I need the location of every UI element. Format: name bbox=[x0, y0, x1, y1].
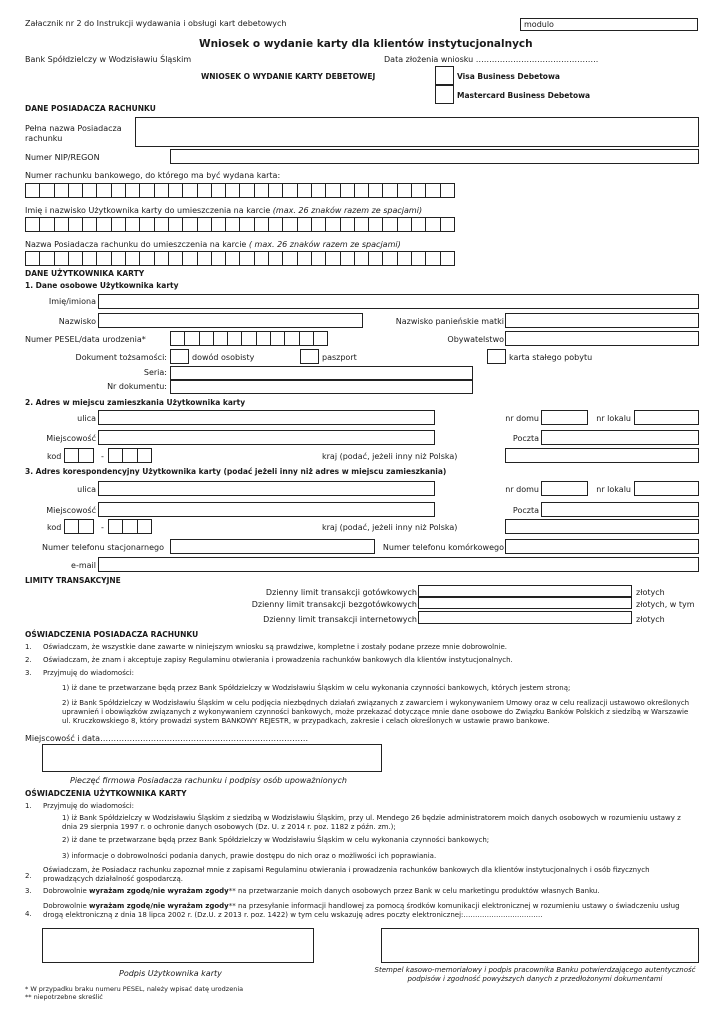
cashless-limit-label: Dzienny limit transakcji bezgotówkowych bbox=[251, 600, 417, 609]
corr-street-input[interactable] bbox=[98, 481, 435, 496]
card-user-name-char-cell[interactable] bbox=[139, 217, 154, 232]
user-statement-1b: 2) iż dane te przetwarzane będą przez Bank Spółdzielczy w Wodzisławiu Śląskim w celu wykonania czynności bankowych; bbox=[62, 836, 490, 844]
card-user-name-char-cell[interactable] bbox=[111, 217, 126, 232]
holder-name-char-cell[interactable] bbox=[96, 251, 111, 266]
module-label: modulo bbox=[524, 20, 554, 29]
pesel-digit-cell[interactable] bbox=[170, 331, 185, 346]
card-user-name-hint: (max. 26 znaków razem ze spacjami) bbox=[272, 206, 423, 215]
holder-name-char-cell[interactable] bbox=[25, 251, 40, 266]
company-stamp-box[interactable] bbox=[42, 744, 382, 772]
user-signature-caption: Podpis Użytkownika karty bbox=[119, 969, 222, 978]
holder-name-char-cell[interactable] bbox=[411, 251, 426, 266]
holder-statement-3-no: 3. bbox=[25, 669, 32, 677]
pesel-digit-cell[interactable] bbox=[299, 331, 314, 346]
submission-date[interactable]: Data złożenia wniosku ………………………………………. bbox=[384, 55, 599, 64]
internet-limit-label: Dzienny limit transakcji internetowych bbox=[263, 615, 417, 624]
pesel-digit-cell[interactable] bbox=[284, 331, 299, 346]
holder-name-char-cell[interactable] bbox=[254, 251, 269, 266]
pesel-digit-cell[interactable] bbox=[227, 331, 242, 346]
holder-statement-1-no: 1. bbox=[25, 643, 32, 651]
holder-statement-1: Oświadczam, że wszystkie dane zawarte w niniejszym wniosku są prawdziwe, kompletne i zostały podane przeze mnie dobrowolnie. bbox=[43, 643, 508, 651]
account-digit-cell[interactable] bbox=[440, 183, 455, 198]
user-statement-1: Przyjmuję do wiadomości: bbox=[43, 802, 135, 810]
holder-name-cells[interactable] bbox=[25, 251, 454, 266]
pesel-digit-cell[interactable] bbox=[270, 331, 285, 346]
holder-name-char-cell[interactable] bbox=[154, 251, 169, 266]
user-statement-2-no: 2. bbox=[25, 872, 32, 880]
card-user-name-char-cell[interactable] bbox=[25, 217, 40, 232]
user-statement-3-consent[interactable]: wyrażam zgodę/nie wyrażam zgody bbox=[89, 887, 229, 895]
card-user-name-char-cell[interactable] bbox=[297, 217, 312, 232]
card-user-name-text: Imię i nazwisko Użytkownika karty do umieszczenia na karcie bbox=[25, 206, 271, 215]
corr-post-office-label: Poczta bbox=[512, 506, 539, 515]
country-label: kraj (podać, jeżeli inny niż Polska) bbox=[322, 452, 458, 461]
corr-postal-code-digit-cell[interactable] bbox=[137, 519, 152, 534]
cashless-limit-input[interactable] bbox=[418, 597, 632, 609]
holder-name-char-cell[interactable] bbox=[182, 251, 197, 266]
place-date-field[interactable]: Miejscowość i data…………………………………………………………………… bbox=[25, 734, 309, 743]
series-label: Seria: bbox=[143, 368, 167, 377]
mobile-input[interactable] bbox=[505, 539, 699, 554]
card-user-name-char-cell[interactable] bbox=[68, 217, 83, 232]
card-user-name-char-cell[interactable] bbox=[54, 217, 69, 232]
card-user-name-char-cell[interactable] bbox=[125, 217, 140, 232]
account-digit-cell[interactable] bbox=[268, 183, 283, 198]
user-statement-3-post: ** na przetwarzanie moich danych osobowych przez Bank w celu marketingu produktów własnych Banku. bbox=[228, 887, 600, 895]
email-input[interactable] bbox=[98, 557, 699, 572]
section-account-holder: DANE POSIADACZA RACHUNKU bbox=[25, 104, 156, 113]
passport-checkbox[interactable] bbox=[300, 349, 319, 364]
holder-name-text: Nazwa Posiadacza rachunku do umieszczenia na karcie bbox=[25, 240, 247, 249]
correspondence-address-header: 3. Adres korespondencyjny Użytkownika karty (podać jeżeli inny niż adres w miejscu zamieszkania) bbox=[25, 467, 447, 476]
holder-name-char-cell[interactable] bbox=[54, 251, 69, 266]
flat-no-label: nr lokalu bbox=[596, 414, 631, 423]
holder-name-char-cell[interactable] bbox=[397, 251, 412, 266]
holder-name-char-cell[interactable] bbox=[440, 251, 455, 266]
id-card-checkbox[interactable] bbox=[170, 349, 189, 364]
user-statement-4 bbox=[43, 902, 698, 920]
landline-label: Numer telefonu stacjonarnego bbox=[42, 543, 165, 552]
postal-code-cells-2[interactable] bbox=[108, 448, 151, 463]
account-digit-cell[interactable] bbox=[182, 183, 197, 198]
account-digit-cell[interactable] bbox=[354, 183, 369, 198]
user-statement-4-pre: Dobrowolnie bbox=[43, 902, 89, 910]
card-user-name-char-cell[interactable] bbox=[282, 217, 297, 232]
card-user-name-char-cell[interactable] bbox=[411, 217, 426, 232]
user-statement-4-no: 4. bbox=[25, 910, 32, 918]
surname-input[interactable] bbox=[98, 313, 363, 328]
card-user-name-char-cell[interactable] bbox=[168, 217, 183, 232]
card-user-name-char-cell[interactable] bbox=[368, 217, 383, 232]
flat-no-input[interactable] bbox=[634, 410, 699, 425]
form-subtitle: WNIOSEK O WYDANIE KARTY DEBETOWEJ bbox=[201, 72, 376, 81]
user-statement-3 bbox=[43, 887, 600, 895]
holder-name-char-cell[interactable] bbox=[282, 251, 297, 266]
residence-card-checkbox[interactable] bbox=[487, 349, 506, 364]
pesel-label: Numer PESEL/data urodzenia* bbox=[25, 335, 146, 344]
account-digit-cell[interactable] bbox=[139, 183, 154, 198]
account-digit-cell[interactable] bbox=[54, 183, 69, 198]
card-user-name-label bbox=[25, 206, 422, 215]
cashless-limit-unit: złotych, w tym bbox=[636, 600, 695, 609]
corr-country-input[interactable] bbox=[505, 519, 699, 534]
footnote-strike: ** niepotrzebne skreślić bbox=[25, 993, 103, 1001]
account-digit-cell[interactable] bbox=[325, 183, 340, 198]
cash-limit-input[interactable] bbox=[418, 585, 632, 597]
house-no-input[interactable] bbox=[541, 410, 588, 425]
form-title: Wniosek o wydanie karty dla klientów instytucjonalnych bbox=[199, 38, 533, 50]
account-digit-cell[interactable] bbox=[68, 183, 83, 198]
holder-name-hint: ( max. 26 znaków razem ze spacjami) bbox=[248, 240, 401, 249]
holder-name-char-cell[interactable] bbox=[39, 251, 54, 266]
postal-code-digit-cell[interactable] bbox=[78, 448, 93, 463]
corr-postal-code-digit-cell[interactable] bbox=[108, 519, 123, 534]
doc-number-label: Nr dokumentu: bbox=[107, 382, 167, 391]
holder-name-char-cell[interactable] bbox=[382, 251, 397, 266]
card-user-name-char-cell[interactable] bbox=[425, 217, 440, 232]
card-user-name-char-cell[interactable] bbox=[82, 217, 97, 232]
citizenship-label: Obywatelstwo bbox=[447, 335, 504, 344]
postal-code-digit-cell[interactable] bbox=[108, 448, 123, 463]
user-statement-1-no: 1. bbox=[25, 802, 32, 810]
corr-postal-code-digit-cell[interactable] bbox=[78, 519, 93, 534]
pesel-digit-cell[interactable] bbox=[241, 331, 256, 346]
card-user-name-char-cell[interactable] bbox=[39, 217, 54, 232]
nip-input[interactable] bbox=[170, 149, 699, 164]
user-statement-1a: 1) iż Bank Spółdzielczy w Wodzisławiu Śląskim z siedzibą w Wodzisławiu Śląskim, przy ul. Mendego 26 będzie administratorem moich danych osobowych w rozumieniu ustawy z dnia 29 sierpnia 1997 r. o ochronie danych osobowych (Dz. U. z 2014 r. poz. 1182 z późn. zm.); bbox=[62, 814, 681, 831]
account-digit-cell[interactable] bbox=[254, 183, 269, 198]
pesel-digit-cell[interactable] bbox=[313, 331, 328, 346]
corr-house-no-label: nr domu bbox=[505, 485, 539, 494]
corr-street-label: ulica bbox=[77, 485, 96, 494]
holder-statement-3a: 1) iż dane te przetwarzane będą przez Bank Spółdzielczy w Wodzisławiu Śląskim w celu wykonania czynności bankowych, których jestem stroną; bbox=[62, 684, 571, 692]
holder-name-char-cell[interactable] bbox=[368, 251, 383, 266]
series-input[interactable] bbox=[170, 366, 473, 380]
nip-label: Numer NIP/REGON bbox=[25, 153, 100, 162]
holder-name-char-cell[interactable] bbox=[225, 251, 240, 266]
account-digit-cell[interactable] bbox=[382, 183, 397, 198]
pesel-digit-cell[interactable] bbox=[256, 331, 271, 346]
corr-postal-code-cells[interactable] bbox=[64, 519, 93, 534]
id-card-label: dowód osobisty bbox=[192, 353, 255, 362]
account-number-label: Numer rachunku bankowego, do którego ma być wydana karta: bbox=[25, 171, 281, 180]
holder-name-char-cell[interactable] bbox=[111, 251, 126, 266]
holder-name-char-cell[interactable] bbox=[197, 251, 212, 266]
holder-name-char-cell[interactable] bbox=[325, 251, 340, 266]
card-user-name-char-cell[interactable] bbox=[397, 217, 412, 232]
account-digit-cell[interactable] bbox=[211, 183, 226, 198]
post-office-label: Poczta bbox=[512, 434, 539, 443]
corr-house-no-input[interactable] bbox=[541, 481, 588, 496]
corr-country-label: kraj (podać, jeżeli inny niż Polska) bbox=[322, 523, 458, 532]
card-user-name-char-cell[interactable] bbox=[340, 217, 355, 232]
account-digit-cell[interactable] bbox=[25, 183, 40, 198]
mobile-label: Numer telefonu komórkowego bbox=[382, 543, 504, 552]
account-digit-cell[interactable] bbox=[239, 183, 254, 198]
section-card-user: DANE UŻYTKOWNIKA KARTY bbox=[25, 269, 145, 278]
holder-name-char-cell[interactable] bbox=[425, 251, 440, 266]
account-digit-cell[interactable] bbox=[197, 183, 212, 198]
citizenship-input[interactable] bbox=[505, 331, 699, 346]
corr-postal-code-label: kod bbox=[47, 523, 62, 532]
holder-statement-2-no: 2. bbox=[25, 656, 32, 664]
account-digit-cell[interactable] bbox=[168, 183, 183, 198]
corr-city-input[interactable] bbox=[98, 502, 435, 517]
account-digit-cell[interactable] bbox=[397, 183, 412, 198]
account-digit-cell[interactable] bbox=[96, 183, 111, 198]
account-digit-cell[interactable] bbox=[111, 183, 126, 198]
house-no-label: nr domu bbox=[505, 414, 539, 423]
account-digit-cell[interactable] bbox=[154, 183, 169, 198]
section-user-statements: OŚWIADCZENIA UŻYTKOWNIKA KARTY bbox=[25, 789, 187, 798]
holder-name-char-cell[interactable] bbox=[354, 251, 369, 266]
passport-label: paszport bbox=[322, 353, 357, 362]
holder-name-char-cell[interactable] bbox=[239, 251, 254, 266]
account-digit-cell[interactable] bbox=[340, 183, 355, 198]
card-user-name-char-cell[interactable] bbox=[254, 217, 269, 232]
card-user-name-char-cell[interactable] bbox=[239, 217, 254, 232]
postal-code-cells[interactable] bbox=[64, 448, 93, 463]
card-user-name-char-cell[interactable] bbox=[154, 217, 169, 232]
internet-limit-unit: złotych bbox=[636, 615, 665, 624]
postal-code-digit-cell[interactable] bbox=[122, 448, 137, 463]
country-input[interactable] bbox=[505, 448, 699, 463]
user-statement-3-pre: Dobrowolnie bbox=[43, 887, 89, 895]
bank-name: Bank Spółdzielczy w Wodzisławiu Śląskim bbox=[25, 55, 192, 64]
mastercard-label: Mastercard Business Debetowa bbox=[457, 91, 591, 100]
bank-stamp-caption: Stempel kasowo-memoriałowy i podpis pracownika Banku potwierdzającego autentyczność podpisów i zgodność powyższych danych z przedłożonymi dokumentami bbox=[374, 966, 696, 983]
holder-statement-2: Oświadczam, że znam i akceptuje zapisy Regulaminu otwierania i prowadzenia rachunków bankowych dla klientów instytucjonalnych. bbox=[43, 656, 513, 664]
user-signature-box[interactable] bbox=[42, 928, 314, 963]
postal-code-dash: - bbox=[101, 452, 104, 461]
holder-name-char-cell[interactable] bbox=[68, 251, 83, 266]
internet-limit-input[interactable] bbox=[418, 611, 632, 624]
attachment-note: Załacznik nr 2 do Instrukcji wydawania i obsługi kart debetowych bbox=[25, 19, 287, 28]
holder-name-label bbox=[25, 240, 401, 249]
residence-address-header: 2. Adres w miejscu zamieszkania Użytkownika karty bbox=[25, 398, 246, 407]
card-user-name-char-cell[interactable] bbox=[96, 217, 111, 232]
postal-code-digit-cell[interactable] bbox=[137, 448, 152, 463]
street-input[interactable] bbox=[98, 410, 435, 425]
card-user-name-cells[interactable] bbox=[25, 217, 454, 232]
section-holder-statements: OŚWIADCZENIA POSIADACZA RACHUNKU bbox=[25, 630, 199, 639]
user-statement-1c: 3) informacje o dobrowolności podania danych, prawie dostępu do nich oraz o możliwości ich poprawiania. bbox=[62, 852, 437, 860]
section-limits: LIMITY TRANSAKCYJNE bbox=[25, 576, 121, 585]
footnote-pesel: * W przypadku braku numeru PESEL, należy wpisać datę urodzenia bbox=[25, 985, 244, 993]
postal-code-digit-cell[interactable] bbox=[64, 448, 79, 463]
holder-name-char-cell[interactable] bbox=[311, 251, 326, 266]
card-user-name-char-cell[interactable] bbox=[354, 217, 369, 232]
card-user-name-char-cell[interactable] bbox=[268, 217, 283, 232]
maiden-name-input[interactable] bbox=[505, 313, 699, 328]
city-input[interactable] bbox=[98, 430, 435, 445]
account-digit-cell[interactable] bbox=[297, 183, 312, 198]
card-user-name-char-cell[interactable] bbox=[225, 217, 240, 232]
corr-postal-code-cells-2[interactable] bbox=[108, 519, 151, 534]
holder-name-char-cell[interactable] bbox=[168, 251, 183, 266]
corr-postal-code-digit-cell[interactable] bbox=[64, 519, 79, 534]
cash-limit-label: Dzienny limit transakcji gotówkowych bbox=[265, 588, 417, 597]
card-user-name-char-cell[interactable] bbox=[311, 217, 326, 232]
landline-input[interactable] bbox=[170, 539, 375, 554]
visa-checkbox[interactable] bbox=[435, 66, 454, 85]
account-digit-cell[interactable] bbox=[82, 183, 97, 198]
full-name-label: Pełna nazwa Posiadacza rachunku bbox=[25, 124, 122, 143]
account-digit-cell[interactable] bbox=[225, 183, 240, 198]
account-digit-cell[interactable] bbox=[411, 183, 426, 198]
account-digit-cell[interactable] bbox=[311, 183, 326, 198]
pesel-digit-cell[interactable] bbox=[184, 331, 199, 346]
card-user-name-char-cell[interactable] bbox=[211, 217, 226, 232]
maiden-name-label: Nazwisko panieńskie matki bbox=[395, 317, 504, 326]
surname-label: Nazwisko bbox=[58, 317, 96, 326]
card-user-name-char-cell[interactable] bbox=[197, 217, 212, 232]
user-statement-4-post: ** na przesyłanie informacji handlowej za pomocą środków komunikacji elektronicznej w rozumieniu ustawy o świadczeniu usług drogą elektroniczną z dnia 18 lipca 2002 r. (Dz.U. z 2013 r. poz. 1422) w tym celu wskazuję adres poczty elektronicznej:………………….………… bbox=[43, 902, 680, 919]
account-digit-cell[interactable] bbox=[39, 183, 54, 198]
doc-number-input[interactable] bbox=[170, 380, 473, 394]
corr-flat-no-input[interactable] bbox=[634, 481, 699, 496]
holder-name-char-cell[interactable] bbox=[139, 251, 154, 266]
personal-data-header: 1. Dane osobowe Użytkownika karty bbox=[25, 281, 179, 290]
visa-label: Visa Business Debetowa bbox=[457, 72, 560, 81]
account-number-cells[interactable] bbox=[25, 183, 454, 198]
card-user-name-char-cell[interactable] bbox=[440, 217, 455, 232]
post-office-input[interactable] bbox=[541, 430, 699, 445]
street-label: ulica bbox=[77, 414, 96, 423]
first-names-input[interactable] bbox=[98, 294, 699, 309]
residence-card-label: karta stałego pobytu bbox=[509, 353, 593, 362]
holder-statement-3: Przyjmuję do wiadomości: bbox=[43, 669, 135, 677]
first-names-label: Imię/imiona bbox=[48, 297, 96, 306]
card-user-name-char-cell[interactable] bbox=[182, 217, 197, 232]
card-user-name-char-cell[interactable] bbox=[382, 217, 397, 232]
holder-name-char-cell[interactable] bbox=[82, 251, 97, 266]
bank-stamp-box[interactable] bbox=[381, 928, 699, 963]
account-digit-cell[interactable] bbox=[282, 183, 297, 198]
account-digit-cell[interactable] bbox=[425, 183, 440, 198]
email-label: e-mail bbox=[71, 561, 96, 570]
full-name-input[interactable] bbox=[135, 117, 699, 147]
holder-statement-3b: 2) iż Bank Spółdzielczy w Wodzisławiu Śląskim w celu podjęcia niezbędnych działań związanych z zawarciem i wykonywaniem Umowy oraz w celu realizacji ustawowo określonych uprawnień i obowiązków związanych z wykonywaniem czynności bankowych, może przekazać dotyczące mnie dane osobowe do Związku Banków Polskich z siedzibą w Warszawie ul. Kruczkowskiego 8, który prowadzi system BANKOWY REJESTR, w przypadkach, zakresie i celach określonych w ustawie prawo bankowe. bbox=[62, 699, 690, 725]
holder-name-char-cell[interactable] bbox=[268, 251, 283, 266]
module-field[interactable] bbox=[520, 18, 698, 31]
mastercard-checkbox[interactable] bbox=[435, 85, 454, 104]
corr-postal-code-dash: - bbox=[101, 523, 104, 532]
city-label: Miejscowość bbox=[46, 434, 96, 443]
postal-code-label: kod bbox=[47, 452, 62, 461]
holder-name-char-cell[interactable] bbox=[125, 251, 140, 266]
corr-post-office-input[interactable] bbox=[541, 502, 699, 517]
id-document-label: Dokument tożsamości: bbox=[75, 353, 167, 362]
card-user-name-char-cell[interactable] bbox=[325, 217, 340, 232]
account-digit-cell[interactable] bbox=[368, 183, 383, 198]
holder-name-char-cell[interactable] bbox=[297, 251, 312, 266]
corr-city-label: Miejscowość bbox=[46, 506, 96, 515]
user-statement-3-no: 3. bbox=[25, 887, 32, 895]
pesel-cells[interactable] bbox=[170, 331, 327, 346]
holder-name-char-cell[interactable] bbox=[211, 251, 226, 266]
user-statement-4-consent[interactable]: wyrażam zgodę/nie wyrażam zgody bbox=[89, 902, 229, 910]
user-statement-2: Oświadczam, że Posiadacz rachunku zapoznał mnie z zapisami Regulaminu otwierania i prowadzenia rachunków bankowych dla klientów instytucjonalnych i osób fizycznych prowadzących działalność gospodarczą. bbox=[43, 866, 650, 883]
account-digit-cell[interactable] bbox=[125, 183, 140, 198]
pesel-digit-cell[interactable] bbox=[213, 331, 228, 346]
corr-flat-no-label: nr lokalu bbox=[596, 485, 631, 494]
corr-postal-code-digit-cell[interactable] bbox=[122, 519, 137, 534]
pesel-digit-cell[interactable] bbox=[199, 331, 214, 346]
company-stamp-caption: Pieczęć firmowa Posiadacza rachunku i podpisy osób upoważnionych bbox=[70, 776, 347, 785]
holder-name-char-cell[interactable] bbox=[340, 251, 355, 266]
cash-limit-unit: złotych bbox=[636, 588, 665, 597]
